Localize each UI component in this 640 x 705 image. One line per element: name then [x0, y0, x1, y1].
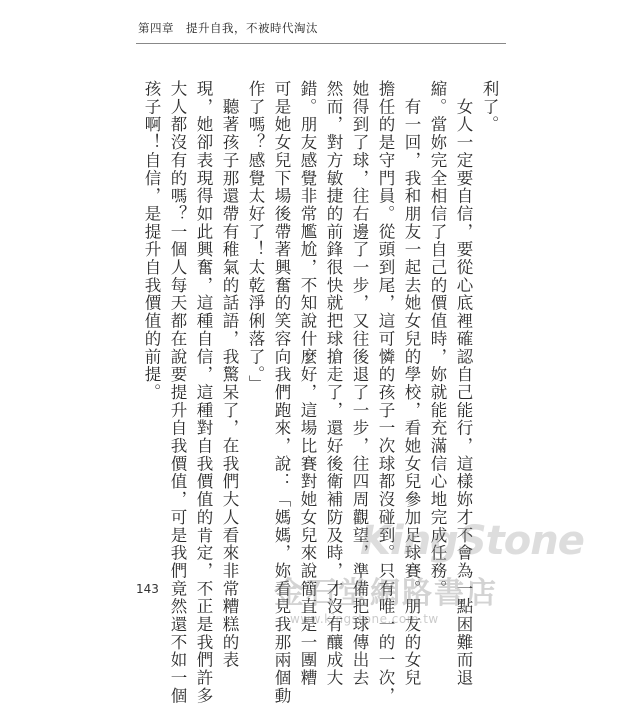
- text-column: 她得到了球，往右邊了一步，又往後退了一步，往四周觀望，準備把球傳出去: [350, 80, 369, 687]
- chapter-label: 第四章: [138, 21, 174, 35]
- page-number: 143: [136, 582, 159, 596]
- text-column: 有一回，我和朋友一起去她女兒的學校，看她女兒參加足球賽。朋友的女兒: [402, 80, 421, 687]
- text-column: 縮。當妳完全相信了自己的價值時，妳就能充滿信心地完成任務。: [428, 80, 447, 598]
- header-divider: [136, 43, 506, 44]
- text-column: 大人都沒有的嗎？一個人每天都在說要提升自我價值，可是我們竟然還不如一個: [168, 80, 187, 705]
- text-column: 利了。: [480, 80, 499, 134]
- text-column: 現，她卻表現得如此興奮，這種自信，這種對自我價值的肯定，不正是我們許多: [194, 80, 213, 705]
- watermark-logo: KingStone: [360, 518, 584, 564]
- text-column: 孩子啊！自信，是提升自我價值的前提。: [142, 80, 161, 402]
- watermark-url: www.kingstone.com.tw: [290, 612, 439, 626]
- text-column: 作了嗎？感覺太好了！太乾淨俐落了。」: [246, 80, 265, 394]
- text-column: 錯。朋友感覺非常尷尬，不知說什麼好，這場比賽對她女兒來說簡直是一團糟: [298, 80, 317, 687]
- chapter-title: 提升自我，不被時代淘汰: [186, 21, 318, 35]
- text-column: 女人一定要自信，要從心底裡確認自己能行，這樣妳才不會為一點困難而退: [454, 80, 473, 687]
- text-column: 然而，對方敏捷的前鋒很快就把球搶走了，還好後衛補防及時，才沒有釀成大: [324, 80, 343, 687]
- chapter-header: [138, 20, 330, 36]
- text-column: 擔任的是守門員。從頭到尾，這可憐的孩子一次球都沒碰到。只有唯一的一次，: [376, 80, 395, 705]
- text-column: 可是她女兒下場後帶著興奮的笑容向我們跑來，說：「媽媽，妳看見我那兩個動: [272, 80, 291, 705]
- watermark-store-name: 金石堂網路書店: [274, 576, 498, 611]
- text-column: 聽著孩子那還帶有稚氣的話語，我驚呆了，在我們大人看來非常糟糕的表: [220, 80, 239, 670]
